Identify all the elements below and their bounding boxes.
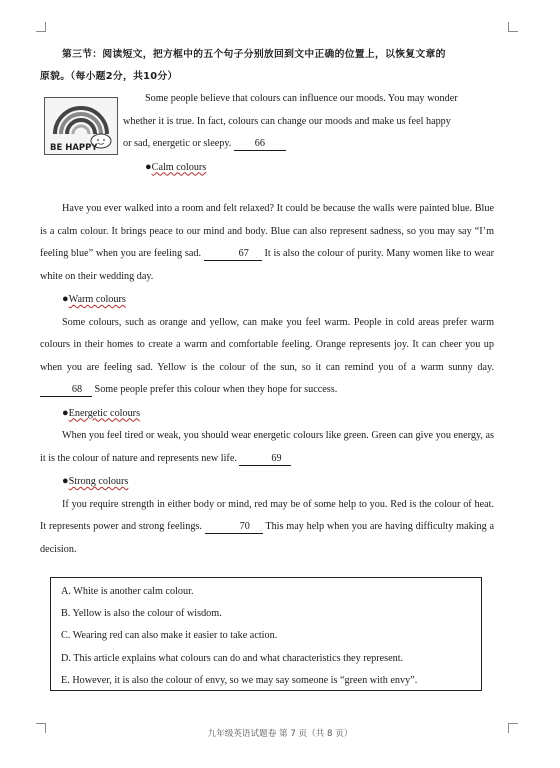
strong-paragraph: If you require strength in either body or mind, red may be of some help to you. Red is the colour of heat. It represents power and strong feelings. 70 This may help when you are having difficulty making a decision. bbox=[40, 498, 495, 555]
option-c: C. Wearing red can also make it easier to take action. bbox=[61, 630, 278, 642]
calm-paragraph: Have you ever walked into a room and felt relaxed? It could be because the walls were painted blue. Blue is a calm colour. It brings peace to our mind and body. Blue can also represent sadness, so you may say “I’m feeling blue” when you are feeling sad. 67 It is also the colour of purity. Many women like to wear white on their wedding day. bbox=[40, 203, 495, 282]
option-e: E. However, it is also the colour of envy, so we may say someone is “green with envy”. bbox=[61, 674, 418, 686]
heading-warm: ●Warm colours bbox=[62, 293, 126, 305]
page-footer: 九年级英语试题卷 第 7 页（共 8 页） bbox=[207, 729, 353, 739]
answer-blank-67[interactable]: 67 bbox=[204, 247, 262, 261]
intro-line-1: Some people believe that colours can influence our moods. You may wonder bbox=[145, 93, 458, 104]
answer-blank-69[interactable]: 69 bbox=[239, 452, 291, 466]
bullet-icon: ● bbox=[62, 406, 69, 419]
crop-mark-top-left bbox=[36, 22, 46, 32]
intro-line-3: or sad, energetic or sleepy. 66 bbox=[123, 133, 494, 156]
bullet-icon: ● bbox=[62, 293, 69, 305]
be-happy-logo bbox=[44, 97, 118, 155]
answer-blank-66[interactable]: 66 bbox=[234, 137, 286, 151]
heading-calm: ●Calm colours bbox=[145, 160, 207, 173]
warm-paragraph: Some colours, such as orange and yellow, can make you feel warm. People in cold areas prefer warm colours in their homes to create a warm and comfortable feeling. Orange represents joy. It can cheer you up when you are feeling sad. Yellow is the colour of the sun, so it can remind you of a warm sunny day. 68 Some people prefer this colour when they hope for success. bbox=[40, 316, 494, 395]
options-box bbox=[50, 577, 482, 691]
energetic-paragraph: When you feel tired or weak, you should wear energetic colours like green. Green can give you energy, as it is the colour of nature and represents new life. 69 bbox=[40, 430, 494, 464]
instructions-line-2: 原貌。（每小题2分，共10分） bbox=[40, 71, 178, 82]
bullet-icon: ● bbox=[145, 160, 152, 173]
rainbow-cloud-icon bbox=[45, 98, 119, 156]
intro-block bbox=[40, 88, 494, 198]
instructions-line-1: 第三节：阅读短文，把方框中的五个句子分别放回到文中正确的位置上，以恢复文章的 bbox=[62, 49, 446, 60]
option-a: A. White is another calm colour. bbox=[61, 586, 194, 597]
option-b: B. Yellow is also the colour of wisdom. bbox=[61, 608, 222, 620]
answer-blank-70[interactable]: 70 bbox=[205, 520, 263, 534]
reading-passage bbox=[40, 44, 494, 561]
answer-blank-68[interactable]: 68 bbox=[40, 383, 92, 397]
option-d: D. This article explains what colours can do and what characteristics they represent. bbox=[61, 652, 404, 664]
section-instructions bbox=[40, 44, 494, 88]
crop-mark-top-right bbox=[508, 22, 518, 32]
logo-text: BE HAPPY bbox=[50, 143, 98, 153]
heading-strong: ●Strong colours bbox=[62, 475, 129, 487]
bullet-icon: ● bbox=[62, 475, 69, 487]
intro-line-2: whether it is true. In fact, colours can change our moods and make us feel happy bbox=[123, 115, 451, 127]
heading-energetic: ●Energetic colours bbox=[62, 406, 141, 419]
